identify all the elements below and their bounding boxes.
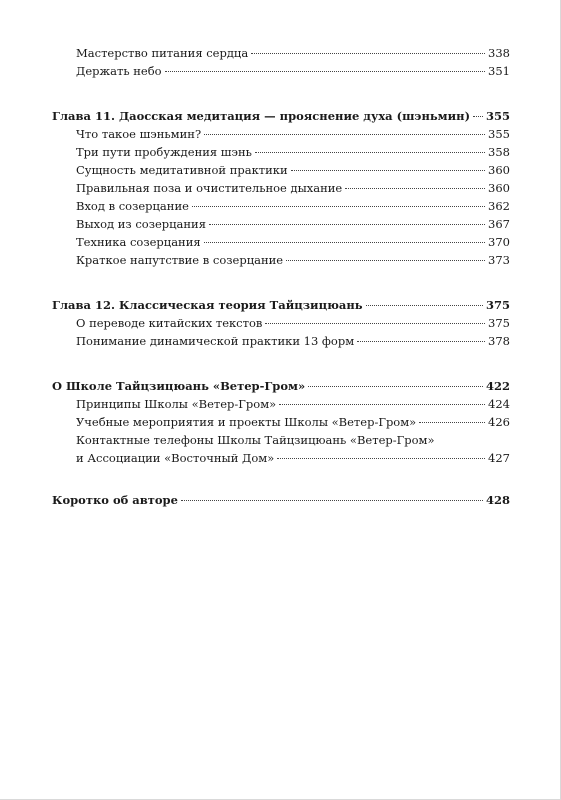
dot-leader [165, 71, 485, 72]
dot-leader [345, 188, 485, 189]
section-heading-author[interactable] [52, 491, 510, 509]
toc-entry[interactable] [52, 44, 510, 62]
toc-entry[interactable] [52, 161, 510, 179]
toc-entry-page: 427 [488, 451, 510, 465]
toc-entry-title: Держать небо [76, 64, 162, 78]
chapter-title: Глава 12. Классическая теория Тайцзицюань [52, 298, 363, 312]
toc-entry[interactable] [52, 215, 510, 233]
toc-entry[interactable] [52, 233, 510, 251]
toc-entry-title: Контактные телефоны Школы Тайцзицюань «Ветер-Гром» [76, 433, 435, 447]
toc-entry-title: Вход в созерцание [76, 199, 189, 213]
toc-entry[interactable] [52, 62, 510, 80]
chapter-title: Глава 11. Даосская медитация — прояснение духа (шэньмин) [52, 109, 471, 123]
toc-entry[interactable] [52, 395, 510, 413]
dot-leader [265, 323, 485, 324]
toc-entry-title: О переводе китайских текстов [76, 316, 263, 330]
toc-entry[interactable] [52, 197, 510, 215]
toc-entry-page: 378 [488, 334, 510, 348]
toc-entry[interactable] [52, 314, 510, 332]
toc-entry-title: Правильная поза и очистительное дыхание [76, 181, 343, 195]
dot-leader [255, 152, 485, 153]
toc-entry[interactable] [52, 143, 510, 161]
dot-leader [473, 116, 483, 117]
toc-entry-title: Понимание динамической практики 13 форм [76, 334, 355, 348]
toc-entry-page: 360 [488, 181, 510, 195]
toc-entry-page: 426 [488, 415, 510, 429]
toc-entry-title: Краткое напутствие в созерцание [76, 253, 284, 267]
dot-leader [209, 224, 485, 225]
section-gap [52, 80, 510, 107]
toc-entry-page: 355 [488, 127, 510, 141]
table-of-contents [52, 44, 510, 509]
chapter-heading-12[interactable] [52, 296, 510, 314]
toc-entry-page: 351 [488, 64, 510, 78]
toc-entry-page: 358 [488, 145, 510, 159]
toc-entry-page: 424 [488, 397, 510, 411]
toc-entry[interactable] [52, 413, 510, 431]
chapter-page: 375 [485, 298, 510, 312]
toc-entry[interactable] [52, 179, 510, 197]
dot-leader [291, 170, 485, 171]
chapter-heading-11[interactable] [52, 107, 510, 125]
dot-leader [251, 53, 485, 54]
chapter-page: 355 [485, 109, 510, 123]
toc-entry-title: Мастерство питания сердца [76, 46, 249, 60]
toc-entry-page: 360 [488, 163, 510, 177]
toc-entry[interactable] [52, 125, 510, 143]
toc-entry-contacts-line2[interactable] [52, 449, 510, 467]
toc-entry[interactable] [52, 332, 510, 350]
section-title: О Школе Тайцзицюань «Ветер-Гром» [52, 379, 306, 393]
toc-entry-title: Выход из созерцания [76, 217, 206, 231]
dot-leader [357, 341, 485, 342]
toc-entry-page: 367 [488, 217, 510, 231]
dot-leader [277, 458, 485, 459]
dot-leader [279, 404, 485, 405]
toc-entry-page: 362 [488, 199, 510, 213]
toc-entry-title: Техника созерцания [76, 235, 201, 249]
section-title: Коротко об авторе [52, 493, 178, 507]
toc-entry-page: 375 [488, 316, 510, 330]
dot-leader [308, 386, 483, 387]
dot-leader [286, 260, 485, 261]
dot-leader [204, 242, 485, 243]
toc-entry-contacts-line1[interactable] [52, 431, 510, 449]
section-gap [52, 269, 510, 296]
dot-leader [419, 422, 485, 423]
toc-entry-title: Принципы Школы «Ветер-Гром» [76, 397, 277, 411]
toc-entry-title: Учебные мероприятия и проекты Школы «Ветер-Гром» [76, 415, 417, 429]
section-page: 422 [485, 379, 510, 393]
toc-entry-page: 373 [488, 253, 510, 267]
section-gap [52, 467, 510, 491]
dot-leader [366, 305, 483, 306]
toc-entry-title: Что такое шэньмин? [76, 127, 202, 141]
section-heading-school[interactable] [52, 377, 510, 395]
toc-entry-page: 338 [488, 46, 510, 60]
toc-entry-title: и Ассоциации «Восточный Дом» [76, 451, 275, 465]
toc-entry-title: Сущность медитативной практики [76, 163, 288, 177]
dot-leader [181, 500, 483, 501]
toc-entry-title: Три пути пробуждения шэнь [76, 145, 252, 159]
toc-entry[interactable] [52, 251, 510, 269]
dot-leader [204, 134, 485, 135]
section-gap [52, 350, 510, 377]
toc-entry-page: 370 [488, 235, 510, 249]
dot-leader [192, 206, 485, 207]
section-page: 428 [485, 493, 510, 507]
